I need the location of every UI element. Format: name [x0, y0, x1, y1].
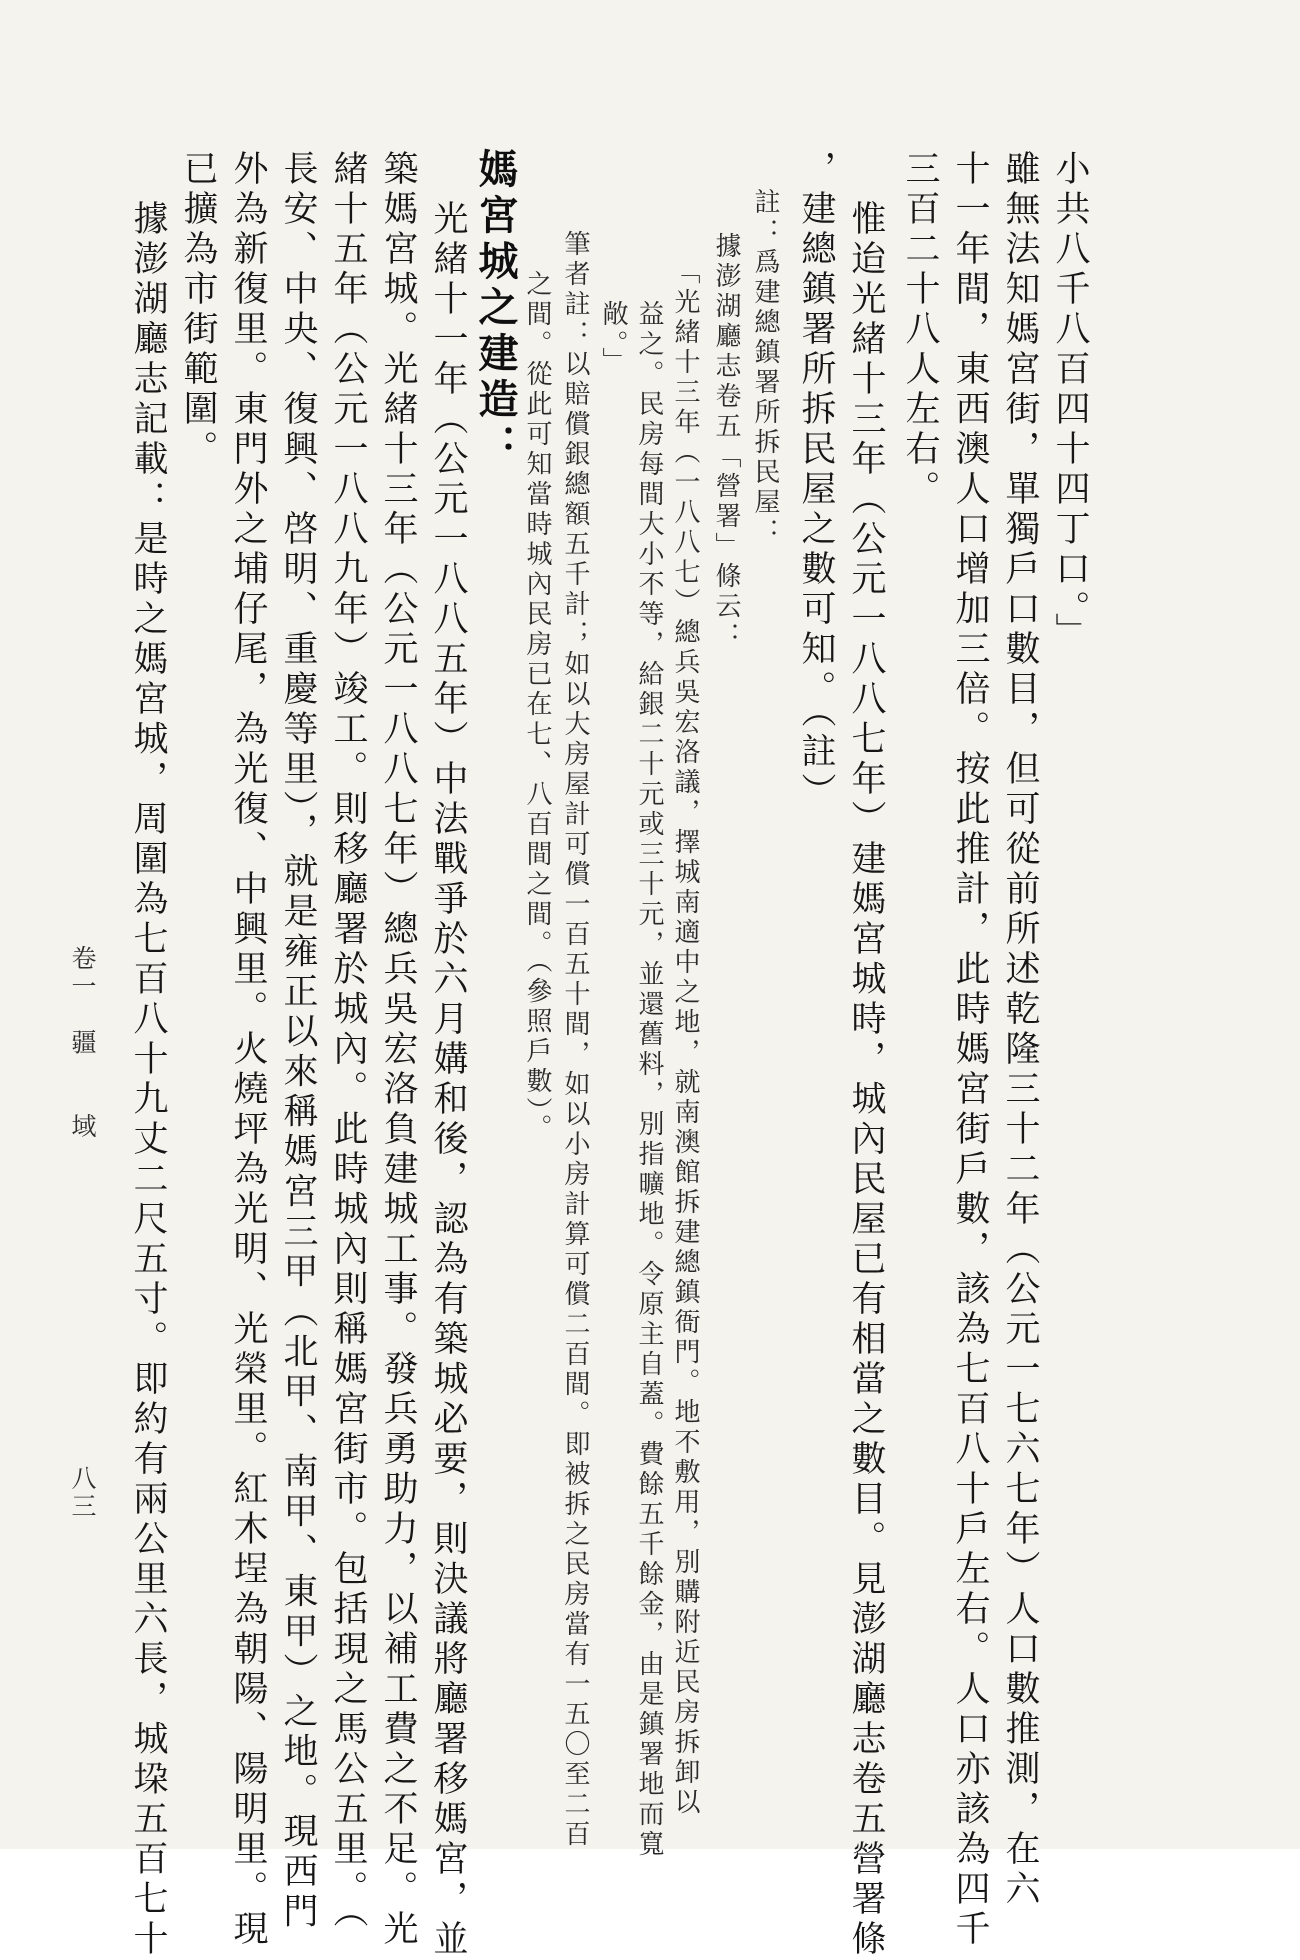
page-number: 八三 [68, 1465, 97, 1521]
note-column-1: 註：爲建總鎮署所拆民屋： [750, 188, 780, 548]
text-column-10: 長安、中央、復興、啓明、重慶等里），就是雍正以來稱媽宮三甲（北甲、南甲、東甲）之地。現西門 [278, 150, 318, 1933]
note-column-2: 據澎湖廳志卷五「營署」條云： [711, 232, 741, 652]
note-column-7: 之間。從此可知當時城內民房已在七、八百間之間。（參照戶數）。 [522, 270, 552, 1144]
note-column-5: 敞。」 [598, 300, 628, 377]
text-column-7: 光緒十一年（公元一八八五年）中法戰爭於六月媾和後，認為有築城必要，則決議將廳署移媽宮，並 [428, 200, 468, 1960]
text-column-8: 築媽宮城。光緒十三年（公元一八八七年）總兵吳宏洛負建城工事。發兵勇助力，以補工費之不足。光 [378, 150, 418, 1950]
text-column-2: 雖無法知媽宮街，單獨戶口數目，但可從前所述乾隆三十二年（公元一七六七年）人口數推測，在六 [1000, 150, 1040, 1910]
text-column-5: 惟迨光緒十三年（公元一八八七年）建媽宮城時，城內民屋已有相當之數目。見澎湖廳志卷五營署條 [846, 200, 886, 1960]
text-column-3: 十一年間，東西澳人口增加三倍。按此推計，此時媽宮街戶數，該為七百八十戶左右。人口亦該為四千 [950, 150, 990, 1950]
running-head: 卷一 疆 域 [68, 945, 97, 1141]
text-column-11: 外為新復里。東門外之埔仔尾，為光復、中興里。火燒坪為光明、光榮里。紅木埕為朝陽、陽明里。現 [228, 150, 268, 1950]
text-column-12: 已擴為市街範圍。 [178, 150, 218, 470]
note-column-6: 筆者註：以賠償銀總額五千計；如以大房屋計可償一百五十間，如以小房計算可償二百間。即被拆之民房當有一五〇至二百 [560, 230, 590, 1850]
text-column-4: 三百二十八人左右。 [900, 150, 940, 510]
text-column-13: 據澎湖廳志記載：是時之媽宮城，周圍為七百八十九丈二尺五寸。即約有兩公里六長，城垜五百七十 [128, 200, 168, 1960]
note-column-3: 「光緒十三年（一八八七）總兵吳宏洛議，擇城南適中之地，就南澳館拆建總鎮衙門。地不敷用，別購附近民房拆卸以 [670, 258, 700, 1818]
text-column-1: 小共八千八百四十四丁口。」 [1050, 150, 1090, 653]
text-column-9: 緒十五年（公元一八八九年）竣工。則移廳署於城內。此時城內則稱媽宮街市。包括現之馬公五里。（ [328, 150, 368, 1933]
note-column-4: 益之。民房每間大小不等，給銀二十元或三十元，並還舊料，別指曠地。令原主自蓋。費餘五千餘金，由是鎮署地而寬 [634, 300, 664, 1860]
section-heading: 媽宮城之建造： [472, 148, 519, 470]
text-column-6: ，建總鎮署所拆民屋之數可知。（註） [796, 150, 836, 813]
